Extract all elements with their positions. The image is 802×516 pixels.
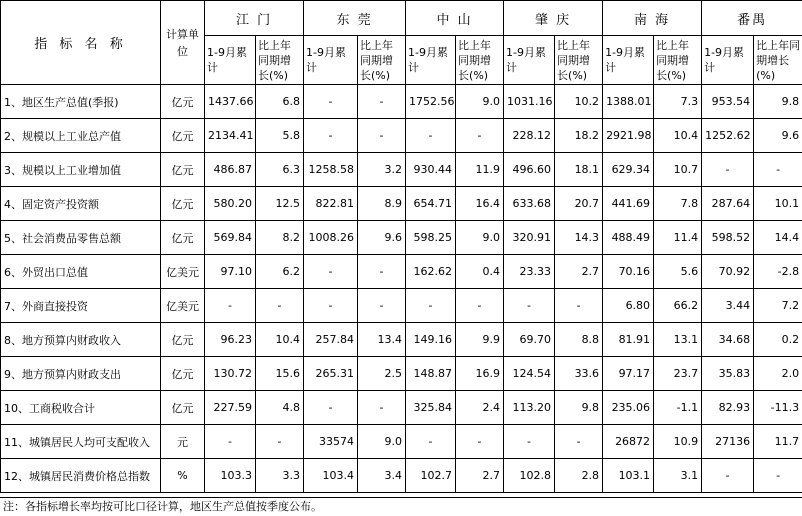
cumulative-value-cell: 1437.66 — [205, 85, 256, 119]
subheader-growth: 比上年同期增长(%) — [256, 36, 304, 85]
city-header-dongguan: 东 莞 — [304, 1, 406, 36]
cumulative-value-cell: 953.54 — [702, 85, 754, 119]
growth-value-cell: 0.2 — [754, 323, 802, 357]
growth-value-cell: 2.0 — [754, 357, 802, 391]
indicator-name-cell: 5、社会消费品零售总额 — [1, 221, 161, 255]
growth-value-cell: - — [358, 391, 406, 425]
cumulative-value-cell: 27136 — [702, 425, 754, 459]
cumulative-value-cell: 130.72 — [205, 357, 256, 391]
cumulative-value-cell: - — [304, 85, 358, 119]
cumulative-value-cell: 103.3 — [205, 459, 256, 493]
growth-value-cell: 13.1 — [654, 323, 702, 357]
cumulative-value-cell: 149.16 — [406, 323, 456, 357]
indicator-name-header: 指 标 名 称 — [1, 1, 161, 85]
growth-value-cell: 3.1 — [654, 459, 702, 493]
cumulative-value-cell: 1388.01 — [603, 85, 654, 119]
table-row — [1, 255, 802, 289]
cumulative-value-cell: 162.62 — [406, 255, 456, 289]
table-row — [1, 289, 802, 323]
subheader-growth: 比上年同期增长(%) — [555, 36, 603, 85]
growth-value-cell: 23.7 — [654, 357, 702, 391]
indicator-name-cell: 8、地方预算内财政收入 — [1, 323, 161, 357]
growth-value-cell: - — [456, 289, 504, 323]
growth-value-cell: 6.2 — [256, 255, 304, 289]
growth-value-cell: 3.2 — [358, 153, 406, 187]
growth-value-cell: 2.7 — [456, 459, 504, 493]
cumulative-value-cell: 6.80 — [603, 289, 654, 323]
cumulative-value-cell: 287.64 — [702, 187, 754, 221]
subheader-growth: 比上年同期增长(%) — [654, 36, 702, 85]
cumulative-value-cell: 654.71 — [406, 187, 456, 221]
table-row — [1, 221, 802, 255]
cumulative-value-cell: - — [205, 425, 256, 459]
cumulative-value-cell: 1258.58 — [304, 153, 358, 187]
cumulative-value-cell: - — [304, 289, 358, 323]
cumulative-value-cell: - — [205, 289, 256, 323]
growth-value-cell: 20.7 — [555, 187, 603, 221]
cumulative-value-cell: 102.7 — [406, 459, 456, 493]
indicator-name-cell: 9、地方预算内财政支出 — [1, 357, 161, 391]
growth-value-cell: 10.4 — [256, 323, 304, 357]
growth-value-cell: 9.6 — [754, 119, 802, 153]
unit-cell: 亿元 — [161, 391, 205, 425]
cumulative-value-cell: - — [406, 289, 456, 323]
cumulative-value-cell: 34.68 — [702, 323, 754, 357]
indicator-name-cell: 2、规模以上工业总产值 — [1, 119, 161, 153]
growth-value-cell: 10.2 — [555, 85, 603, 119]
growth-value-cell: - — [456, 119, 504, 153]
growth-value-cell: - — [754, 459, 802, 493]
indicator-name-cell: 12、城镇居民消费价格总指数 — [1, 459, 161, 493]
growth-value-cell: 8.8 — [555, 323, 603, 357]
cumulative-value-cell: 103.1 — [603, 459, 654, 493]
cumulative-value-cell: 124.54 — [504, 357, 555, 391]
growth-value-cell: 33.6 — [555, 357, 603, 391]
cumulative-value-cell: 102.8 — [504, 459, 555, 493]
cumulative-value-cell: - — [504, 425, 555, 459]
cumulative-value-cell: 69.70 — [504, 323, 555, 357]
growth-value-cell: - — [358, 119, 406, 153]
cumulative-value-cell: 103.4 — [304, 459, 358, 493]
growth-value-cell: 11.9 — [456, 153, 504, 187]
cumulative-value-cell: 930.44 — [406, 153, 456, 187]
unit-cell: 亿元 — [161, 187, 205, 221]
growth-value-cell: 11.4 — [654, 221, 702, 255]
cumulative-value-cell: 3.44 — [702, 289, 754, 323]
cumulative-value-cell: 97.10 — [205, 255, 256, 289]
growth-value-cell: 2.4 — [456, 391, 504, 425]
subheader-cumulative: 1-9月累计 — [603, 36, 654, 85]
growth-value-cell: 2.8 — [555, 459, 603, 493]
cumulative-value-cell: 23.33 — [504, 255, 555, 289]
growth-value-cell: - — [358, 289, 406, 323]
table-row — [1, 391, 802, 425]
cumulative-value-cell: - — [702, 153, 754, 187]
growth-value-cell: -1.1 — [654, 391, 702, 425]
growth-value-cell: 2.7 — [555, 255, 603, 289]
cumulative-value-cell: 822.81 — [304, 187, 358, 221]
cumulative-value-cell: 629.34 — [603, 153, 654, 187]
cumulative-value-cell: 81.91 — [603, 323, 654, 357]
growth-value-cell: 11.7 — [754, 425, 802, 459]
indicator-name-cell: 10、工商税收合计 — [1, 391, 161, 425]
growth-value-cell: - — [256, 289, 304, 323]
cumulative-value-cell: 97.17 — [603, 357, 654, 391]
cumulative-value-cell: 1252.62 — [702, 119, 754, 153]
growth-value-cell: 18.1 — [555, 153, 603, 187]
growth-value-cell: 66.2 — [654, 289, 702, 323]
table-row — [1, 425, 802, 459]
unit-header: 计算单位 — [161, 1, 205, 85]
cumulative-value-cell: 148.87 — [406, 357, 456, 391]
growth-value-cell: 18.2 — [555, 119, 603, 153]
table-row — [1, 459, 802, 493]
cumulative-value-cell: - — [304, 119, 358, 153]
growth-value-cell: 3.3 — [256, 459, 304, 493]
header-row-cities — [1, 1, 802, 36]
cumulative-value-cell: 2921.98 — [603, 119, 654, 153]
indicator-name-cell: 7、外商直接投资 — [1, 289, 161, 323]
cumulative-value-cell: 70.16 — [603, 255, 654, 289]
cumulative-value-cell: 1008.26 — [304, 221, 358, 255]
cumulative-value-cell: 569.84 — [205, 221, 256, 255]
indicator-name-cell: 1、地区生产总值(季报) — [1, 85, 161, 119]
growth-value-cell: 6.3 — [256, 153, 304, 187]
table-row — [1, 187, 802, 221]
cumulative-value-cell: - — [406, 119, 456, 153]
cumulative-value-cell: 35.83 — [702, 357, 754, 391]
growth-value-cell: 3.4 — [358, 459, 406, 493]
cumulative-value-cell: - — [406, 425, 456, 459]
cumulative-value-cell: 228.12 — [504, 119, 555, 153]
cumulative-value-cell: 257.84 — [304, 323, 358, 357]
cumulative-value-cell: - — [504, 289, 555, 323]
growth-value-cell: - — [754, 153, 802, 187]
growth-value-cell: 14.3 — [555, 221, 603, 255]
growth-value-cell: 9.0 — [358, 425, 406, 459]
growth-value-cell: 2.5 — [358, 357, 406, 391]
growth-value-cell: 0.4 — [456, 255, 504, 289]
unit-cell: 亿元 — [161, 119, 205, 153]
growth-value-cell: 10.1 — [754, 187, 802, 221]
growth-value-cell: -2.8 — [754, 255, 802, 289]
growth-value-cell: 9.8 — [555, 391, 603, 425]
unit-cell: % — [161, 459, 205, 493]
unit-cell: 元 — [161, 425, 205, 459]
cumulative-value-cell: 325.84 — [406, 391, 456, 425]
city-header-jiangmen: 江 门 — [205, 1, 304, 36]
subheader-cumulative: 1-9月累计 — [702, 36, 754, 85]
subheader-growth: 比上年同期增长(%) — [754, 36, 802, 85]
cumulative-value-cell: 265.31 — [304, 357, 358, 391]
indicator-name-cell: 3、规模以上工业增加值 — [1, 153, 161, 187]
unit-cell: 亿元 — [161, 221, 205, 255]
growth-value-cell: 9.8 — [754, 85, 802, 119]
growth-value-cell: 7.3 — [654, 85, 702, 119]
cumulative-value-cell: - — [702, 459, 754, 493]
growth-value-cell: 10.4 — [654, 119, 702, 153]
growth-value-cell: 8.2 — [256, 221, 304, 255]
cumulative-value-cell: - — [304, 255, 358, 289]
growth-value-cell: 9.6 — [358, 221, 406, 255]
cumulative-value-cell: 580.20 — [205, 187, 256, 221]
growth-value-cell: 5.8 — [256, 119, 304, 153]
growth-value-cell: - — [358, 255, 406, 289]
cumulative-value-cell: 235.06 — [603, 391, 654, 425]
growth-value-cell: - — [456, 425, 504, 459]
growth-value-cell: 16.9 — [456, 357, 504, 391]
indicator-name-cell: 4、固定资产投资额 — [1, 187, 161, 221]
growth-value-cell: 8.9 — [358, 187, 406, 221]
growth-value-cell: 14.4 — [754, 221, 802, 255]
cumulative-value-cell: 486.87 — [205, 153, 256, 187]
growth-value-cell: - — [555, 289, 603, 323]
subheader-growth: 比上年同期增长(%) — [456, 36, 504, 85]
subheader-cumulative: 1-9月累计 — [304, 36, 358, 85]
city-header-zhongshan: 中 山 — [406, 1, 504, 36]
city-header-zhaoqing: 肇 庆 — [504, 1, 603, 36]
unit-cell: 亿元 — [161, 323, 205, 357]
cumulative-value-cell: 26872 — [603, 425, 654, 459]
growth-value-cell: 10.7 — [654, 153, 702, 187]
cumulative-value-cell: 633.68 — [504, 187, 555, 221]
subheader-cumulative: 1-9月累计 — [205, 36, 256, 85]
cumulative-value-cell: 320.91 — [504, 221, 555, 255]
subheader-cumulative: 1-9月累计 — [504, 36, 555, 85]
cumulative-value-cell: 113.20 — [504, 391, 555, 425]
cumulative-value-cell: 441.69 — [603, 187, 654, 221]
table-row — [1, 85, 802, 119]
cumulative-value-cell: 496.60 — [504, 153, 555, 187]
growth-value-cell: 15.6 — [256, 357, 304, 391]
city-header-nanhai: 南 海 — [603, 1, 702, 36]
growth-value-cell: 12.5 — [256, 187, 304, 221]
subheader-cumulative: 1-9月累计 — [406, 36, 456, 85]
unit-cell: 亿元 — [161, 85, 205, 119]
cumulative-value-cell: 82.93 — [702, 391, 754, 425]
cumulative-value-cell: 227.59 — [205, 391, 256, 425]
cumulative-value-cell: 2134.41 — [205, 119, 256, 153]
cumulative-value-cell: 1752.56 — [406, 85, 456, 119]
growth-value-cell: - — [555, 425, 603, 459]
growth-value-cell: 13.4 — [358, 323, 406, 357]
growth-value-cell: 9.9 — [456, 323, 504, 357]
subheader-growth: 比上年同期增长(%) — [358, 36, 406, 85]
cumulative-value-cell: 33574 — [304, 425, 358, 459]
growth-value-cell: 7.2 — [754, 289, 802, 323]
unit-cell: 亿美元 — [161, 255, 205, 289]
growth-value-cell: 9.0 — [456, 221, 504, 255]
unit-cell: 亿元 — [161, 357, 205, 391]
growth-value-cell: 6.8 — [256, 85, 304, 119]
cumulative-value-cell: 598.52 — [702, 221, 754, 255]
indicator-name-cell: 11、城镇居民人均可支配收入 — [1, 425, 161, 459]
unit-cell: 亿元 — [161, 153, 205, 187]
cumulative-value-cell: 1031.16 — [504, 85, 555, 119]
table-row — [1, 357, 802, 391]
cumulative-value-cell: 70.92 — [702, 255, 754, 289]
growth-value-cell: 16.4 — [456, 187, 504, 221]
table-row — [1, 323, 802, 357]
growth-value-cell: -11.3 — [754, 391, 802, 425]
table-row — [1, 119, 802, 153]
growth-value-cell: 5.6 — [654, 255, 702, 289]
cumulative-value-cell: 96.23 — [205, 323, 256, 357]
footnote: 注：各指标增长率均按可比口径计算，地区生产总值按季度公布。 — [0, 497, 802, 515]
indicator-name-cell: 6、外贸出口总值 — [1, 255, 161, 289]
growth-value-cell: 10.9 — [654, 425, 702, 459]
cumulative-value-cell: 598.25 — [406, 221, 456, 255]
unit-cell: 亿美元 — [161, 289, 205, 323]
city-header-panyu: 番禺 — [702, 1, 802, 36]
cumulative-value-cell: - — [304, 391, 358, 425]
growth-value-cell: 4.8 — [256, 391, 304, 425]
growth-value-cell: - — [256, 425, 304, 459]
cumulative-value-cell: 488.49 — [603, 221, 654, 255]
table-row — [1, 153, 802, 187]
growth-value-cell: 9.0 — [456, 85, 504, 119]
growth-value-cell: - — [358, 85, 406, 119]
growth-value-cell: 7.8 — [654, 187, 702, 221]
